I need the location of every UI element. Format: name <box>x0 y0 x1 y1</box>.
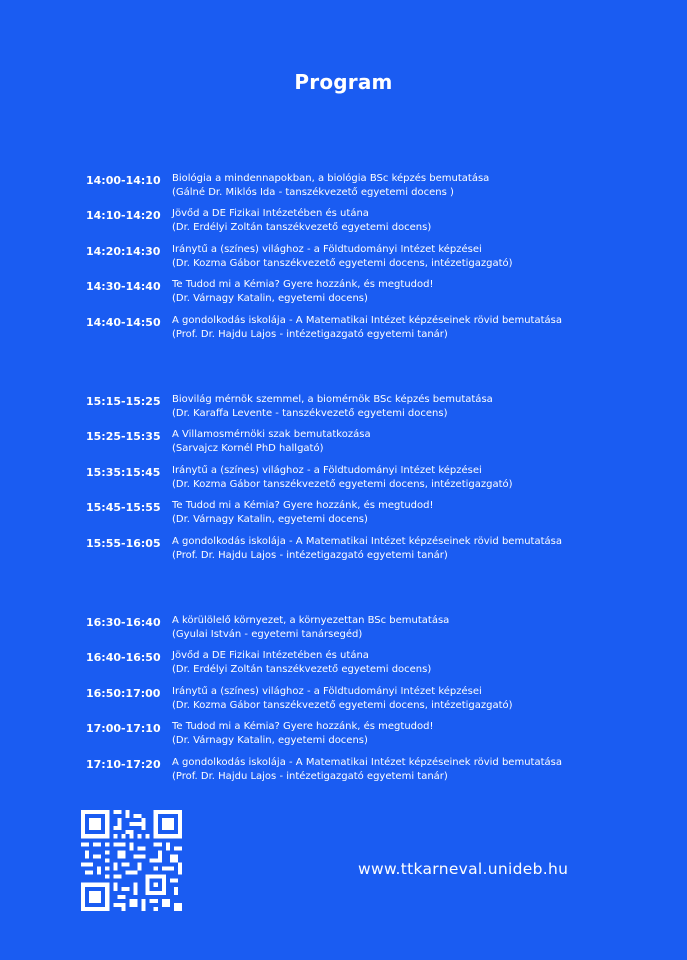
schedule-row <box>86 535 646 570</box>
schedule-row <box>86 428 646 463</box>
schedule-row <box>86 756 646 791</box>
schedule-row <box>86 278 646 313</box>
schedule-row <box>86 393 646 428</box>
schedule-section-1 <box>86 172 646 349</box>
talk-title: A gondolkodás iskolája - A Matematikai Intézet képzéseinek rövid bemutatása <box>172 756 562 768</box>
talk-speaker: (Prof. Dr. Hajdu Lajos - intézetigazgató egyetemi tanár) <box>172 770 448 782</box>
time-slot: 14:20:14:30 <box>86 244 161 258</box>
schedule-section-3 <box>86 614 646 791</box>
talk-title: Te Tudod mi a Kémia? Gyere hozzánk, és megtudod! <box>172 721 434 733</box>
talk-title: A gondolkodás iskolája - A Matematikai Intézet képzéseinek rövid bemutatása <box>172 535 562 547</box>
talk-title: Te Tudod mi a Kémia? Gyere hozzánk, és megtudod! <box>172 279 434 291</box>
time-slot: 17:00-17:10 <box>86 722 161 736</box>
talk-details <box>172 499 646 534</box>
talk-speaker: (Dr. Kozma Gábor tanszékvezető egyetemi docens, intézetigazgató) <box>172 478 513 490</box>
talk-details <box>172 278 646 313</box>
talk-details <box>172 464 646 499</box>
talk-title: Te Tudod mi a Kémia? Gyere hozzánk, és megtudod! <box>172 500 434 512</box>
talk-details <box>172 649 646 684</box>
page-title: Program <box>294 70 393 94</box>
schedule-row <box>86 172 646 207</box>
schedule-row <box>86 614 646 649</box>
time-slot: 14:10-14:20 <box>86 209 161 223</box>
time-slot: 15:55-16:05 <box>86 536 161 550</box>
talk-details <box>172 720 646 755</box>
talk-title: A Villamosmérnöki szak bemutatkozása <box>172 429 371 441</box>
schedule-row <box>86 243 646 278</box>
talk-title: Biovilág mérnök szemmel, a biomérnök BSc képzés bemutatása <box>172 394 493 405</box>
website-link[interactable]: www.ttkarneval.unideb.hu <box>358 860 569 878</box>
talk-speaker: (Sarvajcz Kornél PhD hallgató) <box>172 443 324 455</box>
talk-title: A gondolkodás iskolája - A Matematikai Intézet képzéseinek rövid bemutatása <box>172 314 562 326</box>
schedule-row <box>86 720 646 755</box>
talk-speaker: (Dr. Kozma Gábor tanszékvezető egyetemi docens, intézetigazgató) <box>172 257 513 269</box>
talk-title: A körülölelő környezet, a környezettan BSc bemutatása <box>172 615 450 626</box>
talk-speaker: (Dr. Karaffa Levente - tanszékvezető egyetemi docens) <box>172 408 448 419</box>
schedule-row <box>86 499 646 534</box>
schedule-row <box>86 314 646 349</box>
talk-speaker: (Prof. Dr. Hajdu Lajos - intézetigazgató egyetemi tanár) <box>172 549 448 561</box>
time-slot: 15:45-15:55 <box>86 501 161 515</box>
talk-title: Iránytű a (színes) világhoz - a Földtudományi Intézet képzései <box>172 243 482 255</box>
time-slot: 14:40-14:50 <box>86 315 161 329</box>
talk-details <box>172 207 646 242</box>
schedule-row <box>86 464 646 499</box>
talk-speaker: (Dr. Erdélyi Zoltán tanszékvezető egyetemi docens) <box>172 664 432 676</box>
talk-details <box>172 243 646 278</box>
talk-details <box>172 614 646 649</box>
talk-details <box>172 428 646 463</box>
time-slot: 16:50:17:00 <box>86 686 161 700</box>
talk-title: Jövőd a DE Fizikai Intézetében és utána <box>172 650 369 662</box>
time-slot: 14:30-14:40 <box>86 280 161 294</box>
talk-details <box>172 172 646 207</box>
talk-details <box>172 314 646 349</box>
talk-speaker: (Dr. Erdélyi Zoltán tanszékvezető egyetemi docens) <box>172 222 432 234</box>
time-slot: 16:30-16:40 <box>86 616 161 629</box>
time-slot: 15:15-15:25 <box>86 395 161 408</box>
talk-speaker: (Gálné Dr. Miklós Ida - tanszékvezető egyetemi docens ) <box>172 187 454 198</box>
schedule-section-2 <box>86 393 646 570</box>
time-slot: 15:35:15:45 <box>86 465 161 479</box>
schedule-row <box>86 685 646 720</box>
talk-title: Iránytű a (színes) világhoz - a Földtudományi Intézet képzései <box>172 685 482 697</box>
talk-speaker: (Prof. Dr. Hajdu Lajos - intézetigazgató egyetemi tanár) <box>172 328 448 340</box>
talk-title: Biológia a mindennapokban, a biológia BSc képzés bemutatása <box>172 173 490 184</box>
talk-speaker: (Dr. Várnagy Katalin, egyetemi docens) <box>172 293 368 305</box>
time-slot: 16:40-16:50 <box>86 651 161 665</box>
qr-code-icon[interactable] <box>81 810 182 911</box>
talk-speaker: (Dr. Kozma Gábor tanszékvezető egyetemi docens, intézetigazgató) <box>172 699 513 711</box>
talk-details <box>172 685 646 720</box>
talk-title: Jövőd a DE Fizikai Intézetében és utána <box>172 208 369 220</box>
time-slot: 14:00-14:10 <box>86 174 161 187</box>
time-slot: 15:25-15:35 <box>86 430 161 444</box>
talk-speaker: (Gyulai István - egyetemi tanársegéd) <box>172 629 363 640</box>
talk-title: Iránytű a (színes) világhoz - a Földtudományi Intézet képzései <box>172 464 482 476</box>
talk-speaker: (Dr. Várnagy Katalin, egyetemi docens) <box>172 735 368 747</box>
talk-details <box>172 535 646 570</box>
talk-details <box>172 393 646 428</box>
schedule-row <box>86 207 646 242</box>
talk-details <box>172 756 646 791</box>
time-slot: 17:10-17:20 <box>86 757 161 771</box>
schedule-row <box>86 649 646 684</box>
talk-speaker: (Dr. Várnagy Katalin, egyetemi docens) <box>172 514 368 526</box>
